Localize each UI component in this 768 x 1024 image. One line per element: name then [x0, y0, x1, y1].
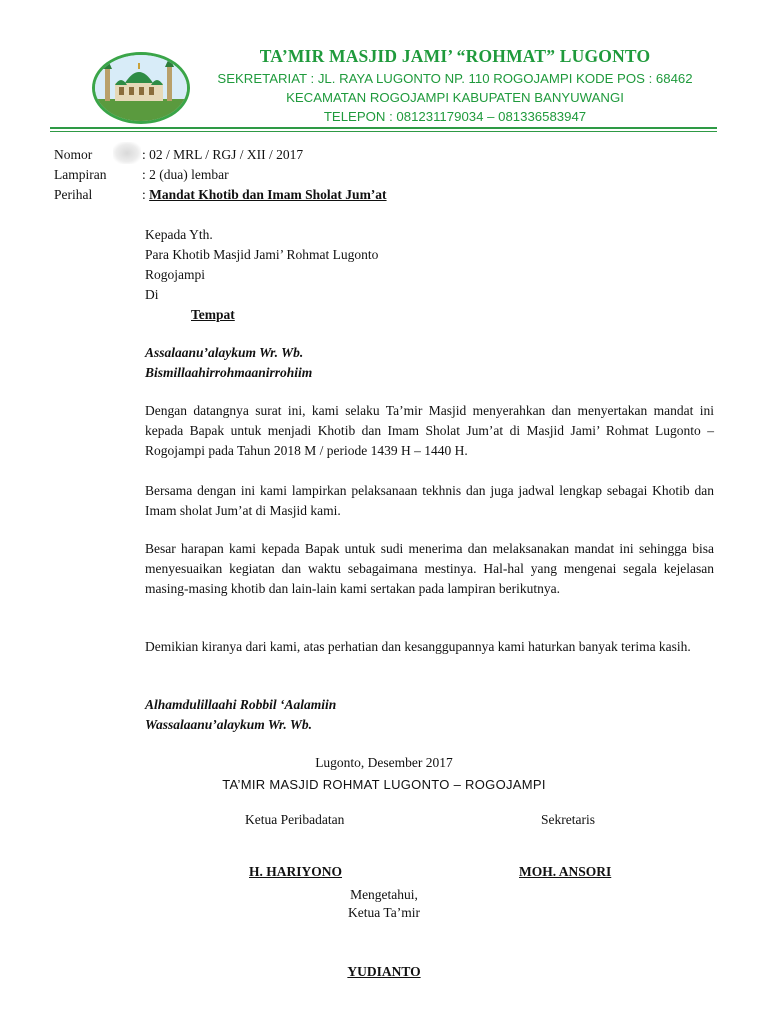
- right-signer-title: Sekretaris: [541, 812, 595, 827]
- perihal-label: Perihal: [54, 187, 93, 202]
- left-signer-title: Ketua Peribadatan: [245, 812, 345, 827]
- mengetahui-label: Mengetahui,: [350, 887, 418, 902]
- address-tempat: Tempat: [191, 307, 235, 322]
- perihal-subject: Mandat Khotib dan Imam Sholat Jum’at: [149, 187, 387, 202]
- left-signer-name: H. HARIYONO: [249, 864, 343, 879]
- letterhead-org-name: TA’MIR MASJID JAMI’ “ROHMAT” LUGONTO: [259, 46, 651, 66]
- letterhead-divider-thin: [50, 131, 717, 132]
- signature-org: TA’MIR MASJID ROHMAT LUGONTO – ROGOJAMPI: [222, 777, 546, 792]
- greeting: [145, 343, 312, 383]
- address-line-1: Kepada Yth.: [145, 227, 213, 242]
- ketua-tamir-name: YUDIANTO: [347, 964, 421, 979]
- address-line-2: Para Khotib Masjid Jami’ Rohmat Lugonto: [145, 247, 379, 262]
- perihal-colon: :: [142, 187, 146, 202]
- letterhead-phone: TELEPON : 081231179034 – 081336583947: [323, 109, 587, 124]
- mosque-logo-icon: [92, 52, 190, 124]
- paragraph-3: Besar harapan kami kepada Bapak untuk sudi menerima dan melaksanakan mandat ini sehingga bisa menyesuaikan kegiatan dan waktu sebagaimana mestinya. Hal-hal yang mengenai segala kejelasan masing-masing khotib dan lain-lain kami sertakan pada lampiran berikutnya.: [145, 541, 714, 596]
- paragraph-2: Bersama dengan ini kami lampirkan pelaksanaan tekhnis dan juga jadwal lengkap sebagai Khotib dan Imam sholat Jum’at di Masjid kami.: [145, 483, 714, 518]
- greeting-basmalah: Bismillaahirrohmaanirrohiim: [145, 365, 313, 380]
- paragraph-1: Dengan datangnya surat ini, kami selaku Ta’mir Masjid menyerahkan dan menyertakan mandat ini kepada Bapak untuk menjadi Khotib dan Imam Sholat Jum’at di Masjid Jami’ Rohmat Lugonto – Rogojampi pada Tahun 2018 M / periode 1439 H – 1440 H.: [145, 403, 714, 458]
- address-line-4: Di: [145, 287, 159, 302]
- closing-hamdalah: Alhamdulillaahi Robbil ‘Aalamiin: [145, 697, 337, 712]
- letterhead-divider-thick: [50, 127, 717, 129]
- paragraph-4: Demikian kiranya dari kami, atas perhatian dan kesanggupannya kami haturkan banyak terima kasih.: [145, 639, 691, 654]
- meta-nomor: [54, 145, 387, 165]
- lampiran-value: : 2 (dua) lembar: [142, 167, 229, 182]
- letter-meta: [54, 145, 387, 205]
- letterhead: [195, 46, 715, 126]
- letterhead-district: KECAMATAN ROGOJAMPI KABUPATEN BANYUWANGI: [286, 90, 624, 105]
- place-date: Lugonto, Desember 2017: [315, 755, 453, 770]
- lampiran-label: Lampiran: [54, 167, 107, 182]
- meta-lampiran: [54, 165, 387, 185]
- ketua-tamir-title: Ketua Ta’mir: [348, 905, 420, 920]
- right-signer-name: MOH. ANSORI: [519, 864, 612, 879]
- greeting-salam: Assalaanu’alaykum Wr. Wb.: [145, 345, 304, 360]
- closing: [145, 695, 336, 735]
- meta-perihal: [54, 185, 387, 205]
- closing-salam: Wassalaanu’alaykum Wr. Wb.: [145, 717, 313, 732]
- nomor-value: : 02 / MRL / RGJ / XII / 2017: [142, 147, 304, 162]
- recipient-address: [145, 225, 378, 325]
- letterhead-address: SEKRETARIAT : JL. RAYA LUGONTO NP. 110 ROGOJAMPI KODE POS : 68462: [217, 71, 693, 86]
- nomor-label: Nomor: [54, 147, 93, 162]
- address-line-3: Rogojampi: [145, 267, 205, 282]
